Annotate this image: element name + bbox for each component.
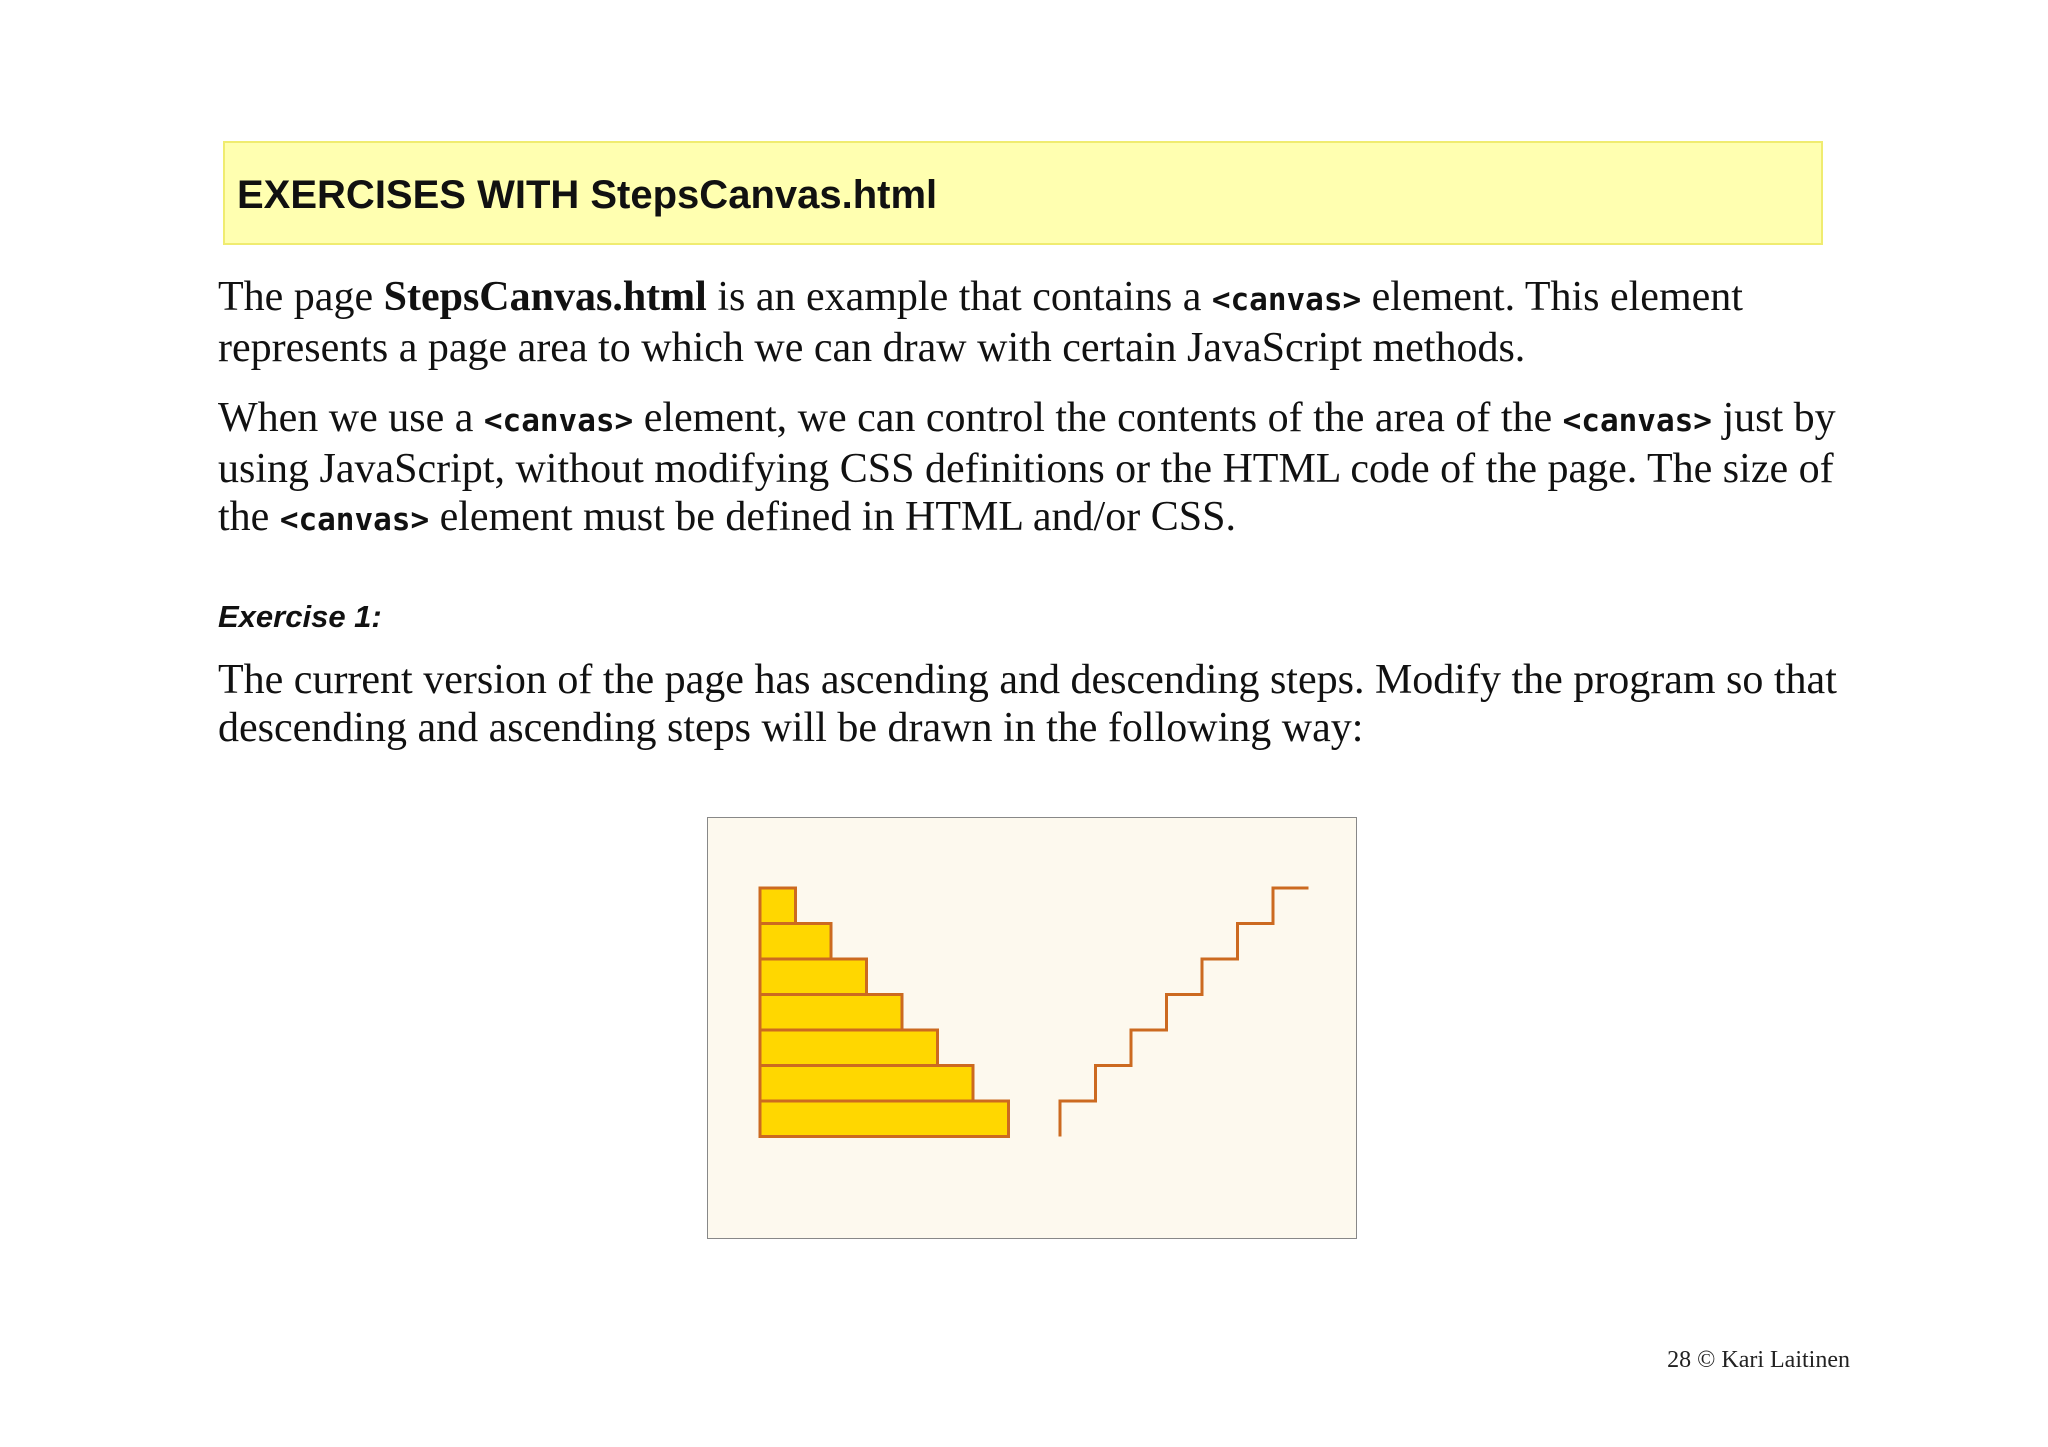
intro-text-5: element, we can control the contents of the area of the bbox=[633, 395, 1563, 441]
steps-drawing bbox=[708, 818, 1358, 1240]
descending-step bbox=[760, 1101, 1009, 1137]
descending-step bbox=[760, 959, 867, 995]
intro-text-7: element must be defined in HTML and/or CSS. bbox=[429, 494, 1236, 540]
descending-step bbox=[760, 995, 902, 1031]
page-footer: 28 © Kari Laitinen bbox=[1667, 1347, 1850, 1373]
descending-step bbox=[760, 924, 831, 960]
descending-step bbox=[760, 1030, 938, 1066]
descending-step bbox=[760, 888, 796, 924]
exercise-text: The current version of the page has ascending and descending steps. Modify the program so that descending and ascending steps will be drawn in the following way: bbox=[218, 657, 1837, 751]
page-title: EXERCISES WITH StepsCanvas.html bbox=[237, 173, 938, 217]
intro-paragraph-1 bbox=[218, 273, 1858, 372]
intro-text-1: The page bbox=[218, 274, 384, 320]
canvas-tag-code: <canvas> bbox=[279, 502, 430, 538]
exercise-heading: Exercise 1: bbox=[218, 599, 382, 634]
intro-text-4: When we use a bbox=[218, 395, 484, 441]
canvas-tag-code: <canvas> bbox=[1562, 403, 1712, 439]
title-banner bbox=[223, 141, 1823, 245]
intro-text-2: is an example that contains a bbox=[706, 274, 1212, 320]
filename-bold: StepsCanvas.html bbox=[383, 274, 707, 320]
steps-canvas-figure bbox=[707, 817, 1357, 1239]
ascending-steps-line bbox=[1060, 888, 1309, 1137]
intro-text-3: element. This element represents a page area to which we can draw with certain JavaScript methods. bbox=[218, 274, 1743, 371]
canvas-tag-code: <canvas> bbox=[1211, 282, 1362, 318]
intro-paragraph-2 bbox=[218, 394, 1858, 544]
intro-text-6: just by using JavaScript, without modifying CSS definitions or the HTML code of the page. The size of the bbox=[218, 395, 1836, 540]
canvas-tag-code: <canvas> bbox=[483, 403, 634, 439]
descending-step bbox=[760, 1066, 973, 1102]
